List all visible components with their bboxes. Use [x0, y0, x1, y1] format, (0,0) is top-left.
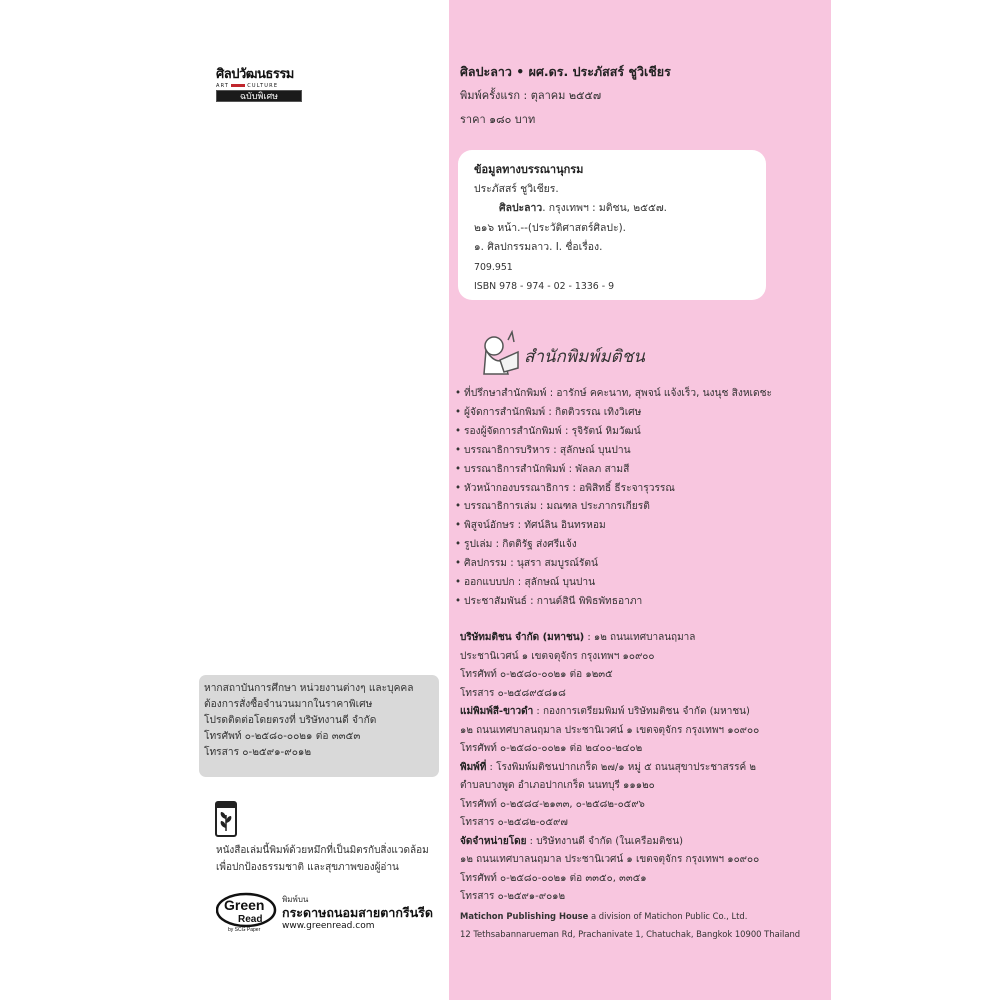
logo-sub: by SCG Paper: [228, 927, 261, 932]
notice-line: ต้องการสั่งซื้อจำนวนมากในราคาพิเศษ: [204, 699, 373, 710]
logo-word-green: Green: [224, 897, 265, 913]
logo-subtitle: ART CULTURE: [216, 83, 279, 89]
price: ราคา ๑๘๐ บาท: [460, 113, 536, 126]
english-publisher: Matichon Publishing House a division of Matichon Public Co., Ltd.: [460, 910, 748, 921]
publisher-name: สำนักพิมพ์มติชน: [524, 347, 645, 367]
art-culture-logo: [216, 66, 302, 102]
address-block: [460, 629, 828, 944]
eco-book-icon: [215, 801, 237, 837]
staff-item: • ศิลปกรรม : นุสรา สมบูรณ์รัตน์: [455, 555, 825, 574]
catalog-title: ศิลปะลาว. กรุงเทพฯ : มติชน, ๒๕๕๗.: [499, 202, 667, 214]
staff-item: • ที่ปรึกษาสำนักพิมพ์ : อารักษ์ คคะนาท, สุพจน์ แจ้งเร็ว, นงนุช สิงหเดชะ: [455, 385, 825, 404]
notice-line: หากสถาบันการศึกษา หน่วยงานต่างๆ และบุคคล: [204, 683, 414, 694]
eco-line: หนังสือเล่มนี้พิมพ์ด้วยหมึกที่เป็นมิตรกับสิ่งแวดล้อม: [216, 845, 429, 856]
prepress-tel: โทรศัพท์ ๐-๒๕๘๐-๐๐๒๑ ต่อ ๒๔๐๐-๒๔๐๒: [460, 743, 643, 754]
bulk-order-notice: [199, 675, 439, 777]
green-read-logo: [216, 892, 278, 932]
english-address: 12 Tethsabannarueman Rd, Prachanivate 1, Chatuchak, Bangkok 10900 Thailand: [460, 929, 801, 939]
book-title-author: ศิลปะลาว • ผศ.ดร. ประภัสสร์ ชูวิเชียร: [460, 64, 671, 79]
logo-title: ศิลปวัฒนธรรม: [216, 67, 294, 82]
staff-list: [455, 385, 825, 612]
company-tel: โทรศัพท์ ๐-๒๕๘๐-๐๐๒๑ ต่อ ๑๒๓๕: [460, 669, 613, 680]
printer-address: ตำบลบางพูด อำเภอปากเกร็ด นนทบุรี ๑๑๑๒๐: [460, 780, 655, 791]
distributor-tel: โทรศัพท์ ๐-๒๕๘๐-๐๐๒๑ ต่อ ๓๓๕๐, ๓๓๕๑: [460, 872, 647, 884]
staff-item: • บรรณาธิการสำนักพิมพ์ : พัลลภ สามสี: [455, 461, 825, 480]
staff-item: • รองผู้จัดการสำนักพิมพ์ : รุจิรัตน์ หิมวัฒน์: [455, 423, 825, 442]
staff-item: • บรรณาธิการบริหาร : สุลักษณ์ บุนปาน: [455, 442, 825, 461]
logo-word-read: Read: [238, 914, 263, 925]
staff-item: • ออกแบบปก : สุลักษณ์ บุนปาน: [455, 574, 825, 593]
notice-line: โทรสาร ๐-๒๕๙๑-๙๐๑๒: [204, 747, 312, 758]
catalog-box: [458, 150, 766, 300]
logo-edition: ฉบับพิเศษ: [216, 90, 302, 102]
distributor-line: จัดจำหน่ายโดย : บริษัทงานดี จำกัด (ในเครือมติชน): [460, 835, 684, 847]
staff-item: • ผู้จัดการสำนักพิมพ์ : กิตติวรรณ เทิงวิเศษ: [455, 404, 825, 423]
catalog-pages: ๒๑๖ หน้า.--(ประวัติศาสตร์ศิลปะ).: [474, 221, 626, 234]
staff-item: • บรรณาธิการเล่ม : มณฑล ประภากรเกียรติ: [455, 498, 825, 517]
company-fax: โทรสาร ๐-๒๕๘๙๕๘๑๘: [460, 687, 566, 699]
notice-line: โปรดติดต่อโดยตรงที่ บริษัทงานดี จำกัด: [204, 715, 377, 726]
catalog-isbn: ISBN 978 - 974 - 02 - 1336 - 9: [474, 281, 615, 292]
printed-on-label: พิมพ์บน: [282, 895, 309, 904]
catalog-classno: 709.951: [474, 261, 513, 273]
staff-item: • รูปเล่ม : กิตติรัฐ ส่งศรีแจ้ง: [455, 536, 825, 555]
catalog-heading: ข้อมูลทางบรรณานุกรม: [474, 163, 584, 176]
printer-tel: โทรศัพท์ ๐-๒๕๘๔-๒๑๓๓, ๐-๒๕๘๒-๐๕๙๖: [460, 798, 645, 810]
staff-item: • ประชาสัมพันธ์ : กานต์สินี พิพิธพัทธอาภา: [455, 593, 825, 612]
company-address: ประชานิเวศน์ ๑ เขตจตุจักร กรุงเทพฯ ๑๐๙๐๐: [460, 650, 655, 662]
catalog-subject: ๑. ศิลปกรรมลาว. I. ชื่อเรื่อง.: [474, 241, 603, 253]
printer-line: พิมพ์ที่ : โรงพิมพ์มติชนปากเกร็ด ๒๗/๑ หมู่ ๕ ถนนสุขาประชาสรรค์ ๒: [460, 761, 756, 773]
notice-line: โทรศัพท์ ๐-๒๕๘๐-๐๐๒๑ ต่อ ๓๓๕๓: [204, 731, 361, 742]
eco-line: เพื่อปกป้องธรรมชาติ และสุขภาพของผู้อ่าน: [216, 862, 399, 873]
green-read-text: [282, 895, 452, 932]
distributor-fax: โทรสาร ๐-๒๕๙๑-๙๐๑๒: [460, 891, 566, 902]
staff-item: • หัวหน้ากองบรรณาธิการ : อพิสิทธิ์ ธีระจารุวรรณ: [455, 480, 825, 499]
catalog-author: ประภัสสร์ ชูวิเชียร.: [474, 182, 559, 195]
distributor-address: ๑๒ ถนนเทศบาลนฤมาล ประชานิเวศน์ ๑ เขตจตุจักร กรุงเทพฯ ๑๐๙๐๐: [460, 854, 760, 865]
first-print: พิมพ์ครั้งแรก : ตุลาคม ๒๕๕๗: [460, 89, 602, 102]
paper-name: กระดาษถนอมสายตากรีนรีด: [282, 905, 434, 920]
eco-ink-note: [216, 842, 446, 876]
prepress-line: แม่พิมพ์สี-ขาวดำ : กองการเตรียมพิมพ์ บริษัทมติชน จำกัด (มหาชน): [460, 706, 750, 717]
staff-item: • พิสูจน์อักษร : ทัศน์ลิน อินทรหอม: [455, 517, 825, 536]
company-line: บริษัทมติชน จำกัด (มหาชน) : ๑๒ ถนนเทศบาลนฤมาล: [460, 632, 696, 643]
green-read-url: www.greenread.com: [282, 921, 375, 931]
printer-fax: โทรสาร ๐-๒๕๘๒-๐๕๙๗: [460, 817, 568, 828]
prepress-address: ๑๒ ถนนเทศบาลนฤมาล ประชานิเวศน์ ๑ เขตจตุจักร กรุงเทพฯ ๑๐๙๐๐: [460, 724, 760, 736]
publisher-mascot-icon: [474, 330, 522, 378]
